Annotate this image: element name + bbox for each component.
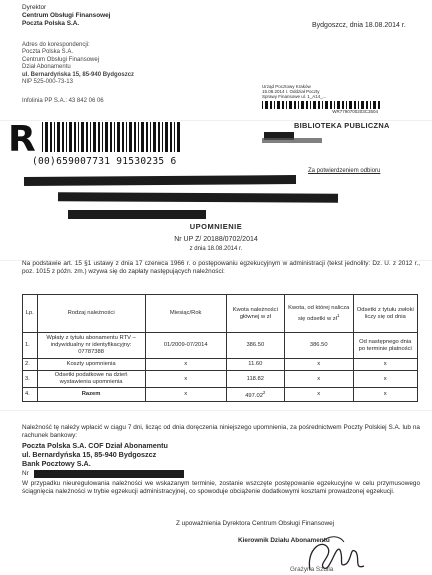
redacted-block-middle: [58, 192, 338, 202]
cell-period: x: [145, 388, 226, 402]
cell-base: x: [284, 388, 353, 402]
cell-period: 01/2009-07/2014: [145, 333, 226, 359]
col-header-interest: Odsetki z tytułu zwłoki liczy się od dnia: [353, 295, 417, 333]
stamp-line: 15.08.2014 r. Oddział Poczty: [262, 89, 320, 95]
cell-amount: 118.82: [226, 371, 284, 388]
cell-type: Koszty upomnienia: [37, 359, 145, 371]
table-row: [23, 359, 418, 371]
signature-role: Kierownik Działu Abonamentu: [238, 537, 330, 544]
cell-amount: 386.50: [226, 333, 284, 359]
stamp-line: Urząd Pocztowy Kraków: [262, 84, 311, 89]
payment-account: [22, 442, 168, 468]
cell-period: x: [145, 359, 226, 371]
registered-number: (00)659007731 91530235 6: [32, 156, 177, 167]
account-line: ul. Bernardyńska 15, 85-940 Bydgoszcz: [22, 449, 157, 459]
registered-letter: R: [8, 119, 36, 160]
redacted-block-top: [24, 175, 296, 186]
sender-unit: Centrum Obsługi Finansowej: [22, 12, 111, 19]
table-row: [23, 388, 418, 402]
cell-amount: 11.60: [226, 359, 284, 371]
cell-lp: 1.: [23, 333, 38, 359]
enforcement-warning: W przypadku nieuregulowania należności we wskazanym terminie, zostanie wszczęte postępowanie egzekucyjne w celu przymusowego ściągnięcia należności w trybie egzekucji administracyjnej, co spowoduje obciążenie dodatkowymi kosztami prowadzonej egzekucji.: [22, 480, 420, 495]
cell-type: Odsetki podatkowe na dzień wystawienia upomnienia: [37, 371, 145, 388]
cell-lp: 3.: [23, 371, 38, 388]
col-header-lp: Lp.: [23, 295, 38, 333]
correspondence-line: Poczta Polska S.A.: [22, 49, 74, 56]
cell-amount: 497.02$^2$: [226, 388, 284, 402]
correspondence-line: ul. Bernardyńska 15, 85-940 Bydgoszcz: [22, 71, 135, 78]
registered-label: [6, 119, 186, 172]
registered-barcode: [42, 122, 182, 152]
correspondence-line: Dział Abonamentu: [22, 64, 71, 71]
col-header-type: Rodzaj należności: [37, 295, 145, 333]
footnote-mark: 1: [336, 312, 340, 318]
correspondence-line: Adres do korespondencji:: [22, 42, 90, 48]
cell-type: Wpłaty z tytułu abonamentu RTV – indywidualny nr identyfikacyjny: 07787388: [37, 333, 145, 359]
table-row: [23, 333, 418, 359]
cell-lp: 2.: [23, 359, 38, 371]
account-line: Poczta Polska S.A. COF Dział Abonamentu: [22, 441, 168, 450]
cell-base: 386.50: [284, 333, 353, 359]
cell-period: x: [145, 371, 226, 388]
acknowledgement-note: Za potwierdzeniem odbioru: [308, 168, 381, 174]
recipient-institution: BIBLIOTEKA PUBLICZNA: [294, 121, 390, 130]
correspondence-line: NIP 525-000-73-13: [22, 79, 73, 86]
reference-number: Nr UP Z/ 20188/0702/2014: [174, 236, 258, 243]
cell-interest: x: [353, 388, 417, 402]
redacted-block-bottom: [68, 210, 206, 219]
stamp-barcode-small: [262, 101, 380, 109]
col-header-amount: Kwota należności głównej w zł: [226, 295, 284, 333]
col-header-period: Miesiąc/Rok: [145, 295, 226, 333]
cell-base: x: [284, 359, 353, 371]
cell-lp: 4.: [23, 388, 38, 402]
payment-instructions: Należność tę należy wpłacić w ciągu 7 dni, licząc od dnia doręczenia niniejszego upomnienia, za pośrednictwem Poczty Polskiej S.A. lub na rachunek bankowy:: [22, 424, 420, 439]
sender-title: Dyrektor: [22, 4, 47, 11]
dues-table: [22, 294, 418, 402]
correspondence-address: [22, 42, 134, 86]
footnote-mark: 2: [262, 390, 266, 395]
correspondence-line: Centrum Obsługi Finansowej: [22, 56, 100, 63]
signature-authorization: Z upoważnienia Dyrektora Centrum Obsługi Finansowej: [176, 520, 335, 527]
account-number-label: Nr: [22, 470, 29, 477]
table-row: [23, 371, 418, 388]
cell-type: Razem: [37, 388, 145, 402]
cell-interest: x: [353, 371, 417, 388]
sender-block: [22, 4, 110, 28]
postal-stamp: [262, 84, 382, 114]
table-header-row: [23, 295, 418, 333]
date-line: Bydgoszcz, dnia 18.08.2014 r.: [312, 22, 406, 29]
cell-interest: x: [353, 359, 417, 371]
redacted-account-number: [34, 470, 184, 478]
signatory-name: Grażyna Szulla: [290, 566, 334, 573]
reference-date: z dnia 18.08.2014 r.: [189, 246, 243, 252]
col-header-base: Kwota, od której nalicza się odsetki w $zł^1$: [284, 295, 353, 333]
infolinia: Infolinia PP S.A.: 43 842 06 06: [22, 98, 104, 104]
stamp-code: WR7790700203C3504: [332, 108, 378, 114]
cell-base: x: [284, 371, 353, 388]
document-title: UPOMNIENIE: [189, 222, 243, 231]
intro-paragraph: Na podstawie art. 15 §1 ustawy z dnia 17 czerwca 1966 r. o postępowaniu egzekucyjnym w administracji (tekst jednolity: Dz. U. z 2012 r., poz. 1015 z późn. zm.) wzywa się do zapłaty następujących należności:: [22, 260, 420, 275]
account-line: Bank Pocztowy S.A.: [22, 458, 91, 468]
sender-company: Poczta Polska S.A.: [22, 20, 80, 27]
cell-interest: Od następnego dnia po terminie płatności: [353, 333, 417, 359]
redacted-recipient-address: [262, 138, 322, 143]
stamp-line: Sprawy Finansowe ul. 1_A14_...: [262, 94, 327, 100]
